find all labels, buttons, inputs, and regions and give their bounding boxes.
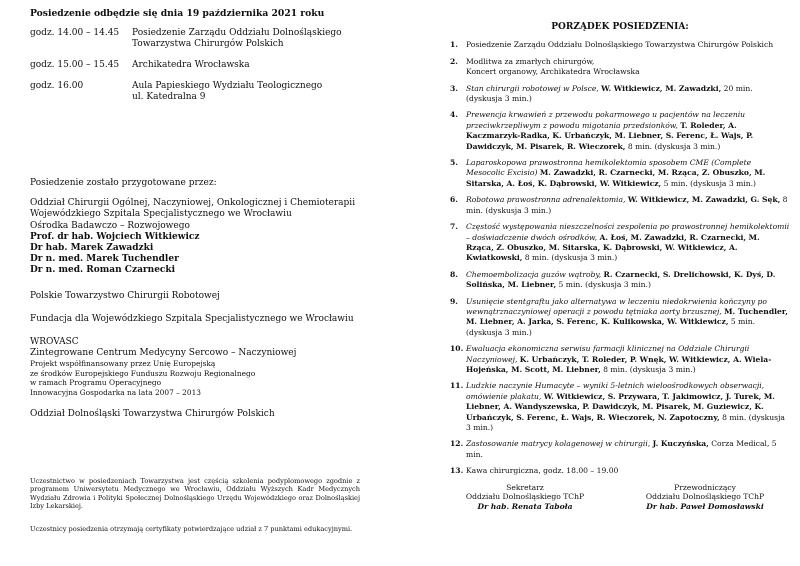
agenda-item-content xyxy=(466,57,790,78)
schedule-time: godz. 14.00 – 14.45 xyxy=(30,28,120,38)
signature-role: Przewodniczący xyxy=(674,482,736,492)
agenda-item-note: 8 min. (dyskusja 3 min.) xyxy=(522,253,618,263)
agenda-item xyxy=(450,466,790,476)
signature-chairman xyxy=(630,483,780,512)
organizer-name: Dr n. med. Roman Czarnecki xyxy=(30,265,176,276)
agenda-item-content xyxy=(466,381,790,433)
agenda-item-authors: R. Czarnecki, S. Drelichowski, K. Dyś, D. Solińska, M. Liebner, xyxy=(466,269,776,290)
agenda-item-title: Kawa chirurgiczna, godz. 18.00 – 19.00 xyxy=(466,466,619,476)
wrovasc-line: WROVASC xyxy=(30,337,79,348)
agenda-item-number: 2. xyxy=(450,56,458,66)
agenda-item-content xyxy=(466,222,790,264)
agenda-item xyxy=(450,297,790,339)
agenda-item-number: 11. xyxy=(450,381,464,391)
agenda-title: PORZĄDEK POSIEDZENIA: xyxy=(551,22,689,32)
agenda-item-note: 8 min. (dyskusja 3 min.) xyxy=(600,364,696,374)
signature-org: Oddziału Dolnośląskiego TChP xyxy=(645,492,765,502)
certificate-footnote: Uczestnicy posiedzenia otrzymają certyfikaty potwierdzające udział z 7 punktami edukacyjnymi. xyxy=(30,524,353,533)
agenda-item-content xyxy=(466,297,790,339)
agenda-item-authors: M. Tuchendler, M. Liebner, A. Jarka, S. Ferenc, K. Kulikowska, W. Witkiewicz, xyxy=(466,306,788,327)
agenda-item-title: Usunięcie stentgraftu jako alternatywa w leczeniu niedokrwienia kończyny po wewnątrznaczyniowej operacji z powodu tętniaka aorty brzusznej, xyxy=(466,296,767,316)
project-line: w ramach Programu Operacyjnego xyxy=(30,378,162,388)
agenda-item-content xyxy=(466,466,790,476)
schedule-description xyxy=(132,60,375,71)
left-column xyxy=(30,8,375,533)
agenda-item-content xyxy=(466,270,790,291)
signature-role: Sekretarz xyxy=(506,482,544,492)
agenda-item-title: Modlitwa za zmarłych chirurgów, Koncert organowy, Archikatedra Wrocławska xyxy=(466,56,640,77)
agenda-item-note: 8 min. (dyskusja 3 min.) xyxy=(625,141,721,151)
clinic-line: Oddział Chirurgii Ogólnej, Naczyniowej, Onkologicznej i Chemioterapii xyxy=(30,198,356,209)
agenda-item-title: Stan chirurgii robotowej w Polsce, xyxy=(466,83,602,93)
agenda-item xyxy=(450,158,790,189)
project-funding xyxy=(30,359,375,397)
clinic-line: Ośrodka Badawczo – Rozwojowego xyxy=(30,220,190,231)
wrovasc-line: Zintegrowane Centrum Medycyny Sercowo – Naczyniowej xyxy=(30,348,297,359)
agenda-item xyxy=(450,222,790,264)
agenda-item-title: Prewencja krwawień z przewodu pokarmowego u pacjentów na leczeniu przeciwkrzepliwym z powodu migotania przedsionków, xyxy=(466,110,746,130)
agenda-column xyxy=(450,22,790,512)
organizers-section xyxy=(30,178,375,420)
agenda-item-note: 20 min. (dyskusja 3 min.) xyxy=(466,83,753,104)
signature-name: Dr hab. Renata Taboła xyxy=(477,502,573,512)
meeting-date-headline: Posiedzenie odbędzie się dnia 19 października 2021 roku xyxy=(30,8,325,19)
agenda-item-note: Corza Medical, 5 min. xyxy=(466,439,777,459)
schedule-description xyxy=(132,28,375,50)
agenda-item-number: 8. xyxy=(450,269,458,279)
agenda-item xyxy=(450,40,790,50)
clinic-line: Wojewódzkiego Szpitala Specjalistycznego we Wrocławiu xyxy=(30,209,292,220)
schedule-desc-line: Aula Papieskiego Wydziału Teologicznego xyxy=(132,81,323,91)
organizer-names xyxy=(30,232,375,277)
project-line: Innowacyjna Gospodarka na lata 2007 – 2013 xyxy=(30,387,201,397)
organizer-name: Dr n. med. Marek Tuchendler xyxy=(30,254,179,265)
project-line: Projekt współfinansowany przez Unię Europejską xyxy=(30,359,216,369)
agenda-item-number: 7. xyxy=(450,222,458,232)
organizer-name: Dr hab. Marek Zawadzki xyxy=(30,243,154,254)
agenda-item xyxy=(450,84,790,105)
agenda-item-number: 1. xyxy=(450,40,458,50)
agenda-item-number: 3. xyxy=(450,83,458,93)
signature-org: Oddziału Dolnośląskiego TChP xyxy=(465,492,585,502)
agenda-item-number: 4. xyxy=(450,110,458,120)
agenda-item-title: Chemoembolizacja guzów wątroby, xyxy=(466,269,604,279)
agenda-item xyxy=(450,439,790,460)
agenda-item-number: 12. xyxy=(450,439,464,449)
agenda-item xyxy=(450,110,790,152)
agenda-item-title: Posiedzenie Zarządu Oddziału Dolnośląskiego Towarzystwa Chirurgów Polskich xyxy=(466,40,774,50)
agenda-item-number: 9. xyxy=(450,296,458,306)
agenda-item-note: 5 min. (dyskusja 3 min.) xyxy=(661,178,757,188)
agenda-item-title: Ludzkie naczynie Humacyte – wyniki 5-letnich wieloośrodkowych obserwacji, omówienie plakatu, xyxy=(466,381,765,401)
agenda-item-authors: W. Witkiewicz, M. Zawadzki, G. Sęk, xyxy=(627,195,781,205)
organizer-name: Prof. dr hab. Wojciech Witkiewicz xyxy=(30,231,200,242)
schedule-desc-line: ul. Katedralna 9 xyxy=(132,92,206,102)
agenda-item-content xyxy=(466,158,790,189)
agenda-item xyxy=(450,381,790,433)
agenda-item-authors: W. Witkiewicz, S. Przywara, T. Jakimowicz, J. Turek, M. Liebner, A. Wandyszewska, P. Dawidczyk, M. Pisarek, M. Guziewicz, K. Urbańczyk, S. Ferenc, Ł. Wajs, R. Wieczorek, N. Zapotoczny, xyxy=(466,391,775,422)
schedule-desc-line: Posiedzenie Zarządu Oddziału Dolnośląskiego xyxy=(132,28,342,38)
agenda-item-authors: M. Zawadzki, R. Czarnecki, M. Rząca, Z. Obuszko, M. Sitarska, A. Łoś, K. Dąbrowski, W. Witkiewicz, xyxy=(466,168,766,188)
schedule-description xyxy=(132,81,375,103)
agenda-item-content xyxy=(466,195,790,216)
agenda-item xyxy=(450,57,790,78)
branch-name: Oddział Dolnośląski Towarzystwa Chirurgów Polskich xyxy=(30,409,275,420)
agenda-item-note: 5 min. (dyskusja 3 min.) xyxy=(556,280,651,290)
agenda-item-note: 8 min. (dyskusja 3 min.) xyxy=(466,412,785,432)
society-name: Polskie Towarzystwo Chirurgii Robotowej xyxy=(30,290,220,301)
agenda-item-note: 8 min. (dyskusja 3 min.) xyxy=(466,195,788,215)
agenda-item-title: Ewaluacja ekonomiczna serwisu farmacji klinicznej na Oddziale Chirurgii Naczyniowej, xyxy=(466,344,750,364)
agenda-item-content xyxy=(466,344,790,375)
agenda-item-authors: A. Łoś, M. Zawadzki, R. Czarnecki, M. Rząca, Z. Obuszko, M. Sitarska, K. Dąbrowski, W. Witkiewicz, A. Kwiatkowski, xyxy=(466,232,760,263)
schedule-row xyxy=(30,81,375,103)
agenda-list xyxy=(450,40,790,476)
schedule-row xyxy=(30,60,375,71)
schedule-time: godz. 15.00 – 15.45 xyxy=(30,60,120,70)
agenda-item-content xyxy=(466,439,790,460)
agenda-item-title: Zastosowanie matrycy kolagenowej w chirurgii, xyxy=(466,439,653,449)
schedule-row xyxy=(30,28,375,50)
agenda-item-number: 10. xyxy=(450,344,464,354)
agenda-item-number: 5. xyxy=(450,158,458,168)
agenda-item-number: 6. xyxy=(450,195,458,205)
training-footnote: Uczestnictwo w posiedzeniach Towarzystwa jest częścią szkolenia podyplomowego zgodnie z programem Uniwersytetu Medycznego we Wrocławiu, Oddziału Wyższych Kadr Medycznych Wydziału Zdrowia i Polityki Społecznej Dolnośląskiego Urzędu Wojewódzkiego oraz Dolnośląskiej Izby Lekarskiej. xyxy=(30,476,360,511)
agenda-item-authors: W. Witkiewicz, M. Zawadzki, xyxy=(601,83,722,93)
agenda-item-content xyxy=(466,84,790,105)
agenda-item-number: 13. xyxy=(450,466,464,476)
agenda-item-authors: J. Kuczyńska, xyxy=(652,439,709,449)
schedule-desc-line: Towarzystwa Chirurgów Polskich xyxy=(132,39,284,49)
agenda-item-content xyxy=(466,40,790,50)
agenda-item-title: Częstość występowania nieszczelności zespolenia po prawostronnej hemikolektomii – doświadczenie dwóch ośrodków, xyxy=(466,222,790,242)
signature-name: Dr hab. Paweł Domosławski xyxy=(646,502,764,512)
agenda-item-content xyxy=(466,110,790,152)
signatures xyxy=(450,483,790,512)
agenda-item xyxy=(450,195,790,216)
agenda-item-authors: K. Urbańczyk, T. Roleder, P. Wnęk, W. Witkiewicz, A. Wiela-Hojeńska, M. Scott, M. Liebner, xyxy=(466,354,772,374)
organizers-intro: Posiedzenie zostało przygotowane przez: xyxy=(30,178,217,188)
agenda-item-note: 5 min. (dyskusja 3 min.) xyxy=(466,317,756,337)
foundation-name: Fundacja dla Wojewódzkiego Szpitala Specjalistycznego we Wrocławiu xyxy=(30,313,354,324)
agenda-item-authors: T. Roleder, A. Kaczmarzyk-Radka, K. Urbańczyk, M. Liebner, S. Ferenc, Ł. Wajs, P. Dawidczyk, M. Pisarek, R. Wieczorek, xyxy=(466,120,754,151)
signature-secretary xyxy=(450,483,600,512)
clinic-block xyxy=(30,198,375,232)
project-line: ze środków Europejskiego Funduszu Rozwoju Regionalnego xyxy=(30,368,256,378)
agenda-item-title: Robotowa prawostronna adrenalektomia, xyxy=(466,195,628,205)
agenda-item-title: Laparoskopowa prawostronna hemikolektomia sposobem CME (Complete Mesocolic Excisio) xyxy=(466,158,752,178)
agenda-item xyxy=(450,270,790,291)
agenda-item xyxy=(450,344,790,375)
schedule-desc-line: Archikatedra Wrocławska xyxy=(132,60,250,70)
schedule-time: godz. 16.00 xyxy=(30,81,84,91)
wrovasc-block xyxy=(30,337,375,397)
